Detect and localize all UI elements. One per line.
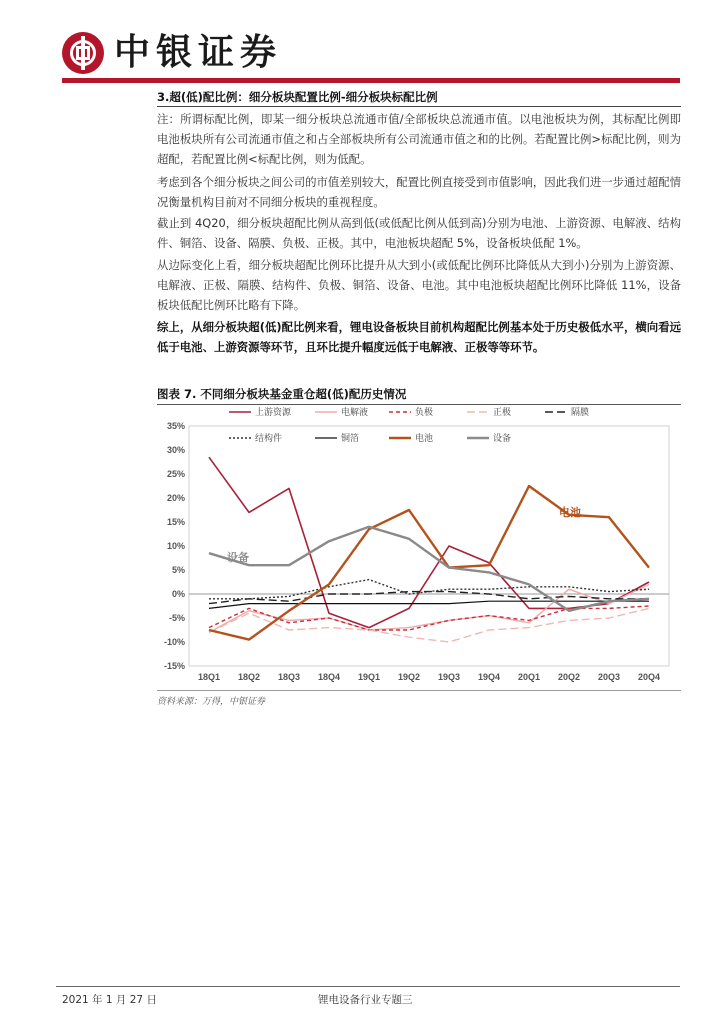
figure-source: 资料来源：万得，中银证券: [157, 697, 266, 707]
paragraph-ranking: 截止到 4Q20，细分板块超配比例从高到低(或低配比例从低到高)分别为电池、上游资源、电解液、结构件、铜箔、设备、隔膜、负极、正极。其中，电池板块超配 5%，设备板块低配 1%。: [157, 216, 681, 250]
section-heading: 3.超(低)配比例：细分板块配置比例-细分板块标配比例: [157, 90, 438, 104]
paragraph-context: 考虑到各个细分板块之间公司的市值差别较大，配置比例直接受到市值影响，因此我们进一步通过超配情况衡量机构目前对不同细分板块的重视程度。: [157, 175, 681, 209]
legend-label: 铜箔: [341, 433, 360, 443]
series-line-上游资源: [209, 457, 649, 627]
y-tick-label: -5%: [168, 613, 185, 623]
x-tick-label: 20Q1: [517, 672, 541, 682]
legend-label: 设备: [493, 433, 512, 443]
legend-label: 结构件: [255, 433, 283, 443]
annotation-label: 电池: [559, 507, 581, 519]
header-rule: [62, 78, 680, 83]
y-tick-label: 0%: [171, 589, 185, 599]
x-tick-label: 20Q3: [597, 672, 621, 682]
legend-label: 正极: [493, 407, 512, 417]
x-tick-label: 18Q3: [277, 672, 301, 682]
paragraph-marginal-change: 从边际变化上看，细分板块超配比例环比提升从大到小(或低配比例环比降低从大到小)分别为上游资源、电解液、正极、隔膜、结构件、负极、铜箔、设备、电池。其中电池板块超配比例环比降低 11%，设备板块低配比例环比略有下降。: [157, 258, 681, 312]
y-tick-label: -15%: [163, 661, 185, 671]
y-tick-label: -10%: [163, 637, 185, 647]
series-line-结构件: [209, 580, 649, 599]
figure-divider: [157, 404, 681, 405]
y-tick-label: 10%: [166, 541, 185, 551]
footer-title: 锂电设备行业专题三: [318, 994, 413, 1006]
source-divider: [157, 690, 681, 691]
paragraph-note: 注：所谓标配比例，即某一细分板块总流通市值/全部板块总流通市值。以电池板块为例，其标配比例即电池板块所有公司流通市值之和占全部板块所有公司流通市值之和的比例。若配置比例>标配比例，则为超配，若配置比例<标配比例，则为低配。: [157, 112, 681, 166]
y-tick-label: 15%: [166, 517, 185, 527]
y-tick-label: 5%: [171, 565, 185, 575]
legend-label: 电池: [415, 433, 434, 443]
footer-rule: [56, 986, 680, 987]
section-divider: [157, 106, 681, 107]
y-tick-label: 20%: [166, 493, 185, 503]
figure-title: 图表 7. 不同细分板块基金重仓超(低)配历史情况: [157, 387, 407, 401]
x-tick-label: 18Q2: [237, 672, 261, 682]
brand-name: 中银证券: [114, 31, 283, 73]
paragraph-conclusion: 综上，从细分板块超(低)配比例来看，锂电设备板块目前机构超配比例基本处于历史极低水平，横向看远低于电池、上游资源等环节，且环比提升幅度远低于电解液、正极等等环节。: [157, 320, 681, 354]
legend-label: 电解液: [341, 407, 369, 417]
line-chart: [157, 406, 681, 686]
bank-logo-icon: [62, 32, 104, 74]
legend-label: 负极: [415, 407, 434, 417]
chart-svg: [157, 406, 681, 686]
x-tick-label: 19Q3: [437, 672, 461, 682]
footer-date: 2021 年 1 月 27 日: [62, 994, 157, 1006]
series-line-负极: [209, 606, 649, 630]
x-tick-label: 20Q2: [557, 672, 581, 682]
annotation-label: 设备: [227, 552, 249, 565]
x-tick-label: 19Q2: [397, 672, 421, 682]
legend-label: 隔膜: [571, 407, 590, 417]
series-line-正极: [209, 608, 649, 642]
y-tick-label: 35%: [166, 421, 185, 431]
x-tick-label: 18Q1: [197, 672, 221, 682]
y-tick-label: 25%: [166, 469, 185, 479]
x-tick-label: 20Q4: [637, 672, 661, 682]
x-tick-label: 19Q1: [357, 672, 381, 682]
legend-label: 上游资源: [255, 407, 292, 417]
x-tick-label: 19Q4: [477, 672, 501, 682]
y-tick-label: 30%: [166, 445, 185, 455]
x-tick-label: 18Q4: [317, 672, 341, 682]
